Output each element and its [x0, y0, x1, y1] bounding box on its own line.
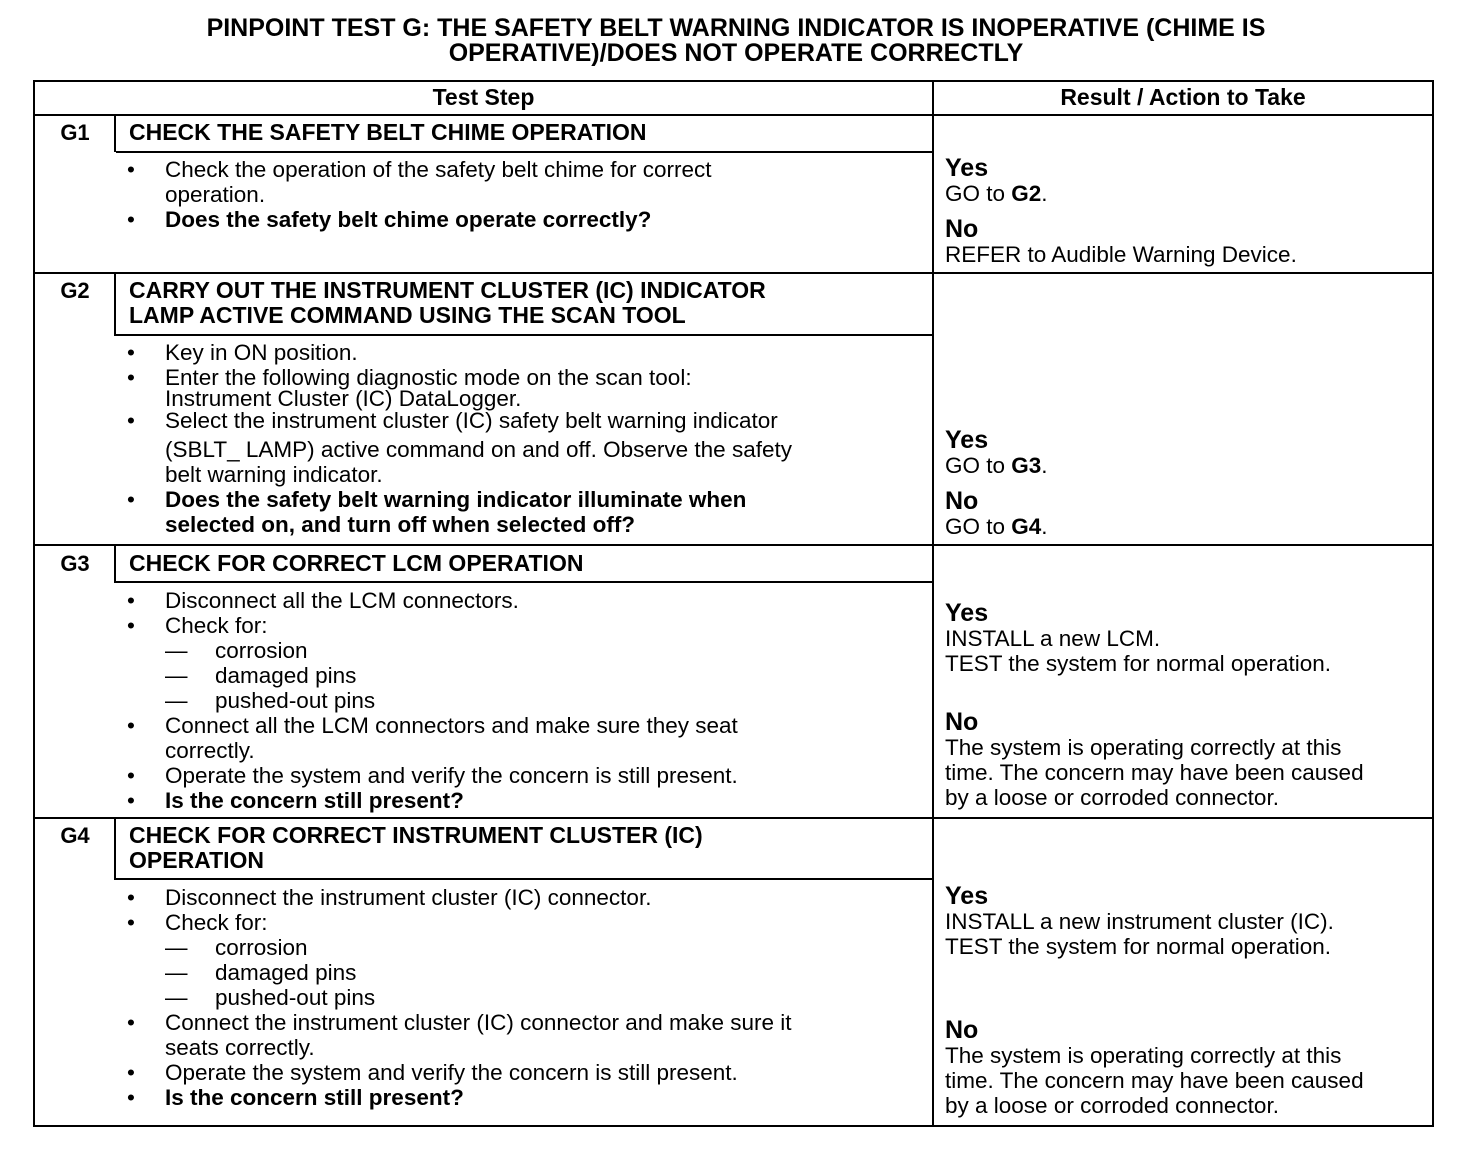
list-item-question: • Is the concern still present? [115, 1085, 930, 1110]
list-item-question: • Does the safety belt chime operate correctly? [115, 207, 930, 232]
list-item: • Enter the following diagnostic mode on the scan tool: Instrument Cluster (IC) DataLogger. [115, 365, 930, 408]
list-item: • Key in ON position. [115, 340, 930, 365]
step-code: G2 [60, 278, 90, 303]
list-item-question: • Is the concern still present? [115, 788, 930, 813]
title-line-2: OPERATIVE)/DOES NOT OPERATE CORRECTLY [448, 39, 1024, 67]
list-item: • Operate the system and verify the concern is still present. [115, 1060, 930, 1085]
sub-item: — corrosion [165, 638, 930, 663]
sub-item: — pushed-out pins [165, 688, 930, 713]
result-line: GO to G2. [945, 181, 1048, 206]
heading-divider [116, 581, 932, 583]
list-item: • Check for: — corrosion — damaged pins — pushed-out pins [115, 613, 930, 713]
result-line: time. The concern may have been caused [945, 760, 1364, 785]
step-code: G1 [60, 120, 90, 145]
header-divider [33, 114, 1434, 116]
column-header-test-step: Test Step [432, 84, 535, 110]
result-block [945, 600, 1425, 810]
result-block [945, 883, 1425, 1118]
step-instructions [115, 588, 930, 813]
step-instructions [115, 157, 930, 232]
sub-item: — pushed-out pins [165, 985, 930, 1010]
yes-label: Yes [945, 154, 989, 182]
title-line-1: PINPOINT TEST G: THE SAFETY BELT WARNING INDICATOR IS INOPERATIVE (CHIME IS [206, 14, 1266, 42]
step-heading: CARRY OUT THE INSTRUMENT CLUSTER (IC) INDICATOR LAMP ACTIVE COMMAND USING THE SCAN TOOL [129, 277, 766, 328]
result-line: GO to G3. [945, 453, 1048, 478]
heading-divider [116, 878, 932, 880]
step-code: G4 [60, 823, 90, 848]
no-label: No [945, 487, 979, 515]
no-label: No [945, 215, 979, 243]
no-label: No [945, 708, 979, 736]
result-line: time. The concern may have been caused [945, 1068, 1364, 1093]
list-item: • Check for: — corrosion — damaged pins — pushed-out pins [115, 910, 930, 1010]
step-code: G3 [60, 551, 90, 576]
row-divider [33, 544, 1434, 546]
list-item: • Disconnect the instrument cluster (IC) connector. [115, 885, 930, 910]
sub-item: — damaged pins [165, 663, 930, 688]
result-line: by a loose or corroded connector. [945, 785, 1279, 810]
result-line: GO to G4. [945, 514, 1048, 539]
result-line: TEST the system for normal operation. [945, 651, 1331, 676]
row-divider [33, 817, 1434, 819]
list-item: • Operate the system and verify the concern is still present. [115, 763, 930, 788]
yes-label: Yes [945, 426, 989, 454]
result-block [945, 427, 1425, 539]
column-divider [932, 80, 934, 1127]
sub-item: — damaged pins [165, 960, 930, 985]
sub-item: — corrosion [165, 935, 930, 960]
result-block [945, 155, 1425, 267]
result-line: INSTALL a new instrument cluster (IC). [945, 909, 1334, 934]
yes-label: Yes [945, 882, 989, 910]
column-header-result: Result / Action to Take [1060, 84, 1306, 110]
result-line: The system is operating correctly at this [945, 735, 1342, 760]
no-label: No [945, 1016, 979, 1044]
heading-divider [116, 151, 932, 153]
step-instructions [115, 885, 930, 1110]
result-line: INSTALL a new LCM. [945, 626, 1161, 651]
list-item-question: • Does the safety belt warning indicator illuminate when selected on, and turn off when selected off? [115, 487, 930, 537]
row-divider [33, 272, 1434, 274]
step-heading: CHECK THE SAFETY BELT CHIME OPERATION [129, 119, 647, 145]
result-line: by a loose or corroded connector. [945, 1093, 1279, 1118]
list-item: • Select the instrument cluster (IC) safety belt warning indicator (SBLT_ LAMP) active command on and off. Observe the safety belt warning indicator. [115, 408, 930, 487]
yes-label: Yes [945, 599, 989, 627]
page-title [40, 16, 1432, 66]
result-line: REFER to Audible Warning Device. [945, 242, 1297, 267]
step-heading: CHECK FOR CORRECT LCM OPERATION [129, 550, 584, 576]
list-item: • Connect the instrument cluster (IC) connector and make sure it seats correctly. [115, 1010, 930, 1060]
list-item: • Connect all the LCM connectors and make sure they seat correctly. [115, 713, 930, 763]
list-item: • Check the operation of the safety belt chime for correct operation. [115, 157, 930, 207]
result-line: TEST the system for normal operation. [945, 934, 1331, 959]
result-line: The system is operating correctly at this [945, 1043, 1342, 1068]
heading-divider [116, 334, 932, 336]
step-instructions [115, 340, 930, 537]
list-item: • Disconnect all the LCM connectors. [115, 588, 930, 613]
step-heading: CHECK FOR CORRECT INSTRUMENT CLUSTER (IC) OPERATION [129, 822, 703, 873]
